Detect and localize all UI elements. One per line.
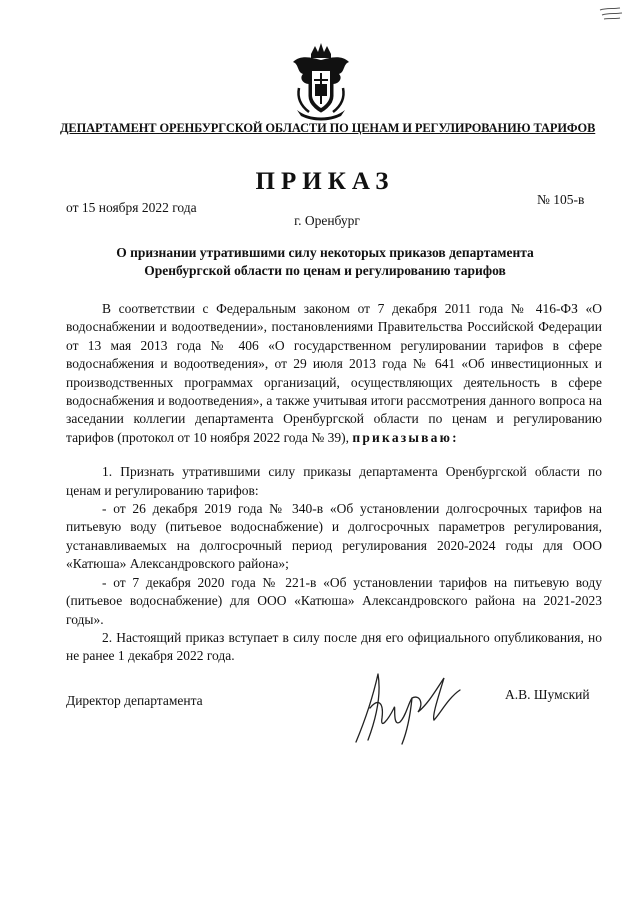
order-city: г. Оренбург xyxy=(294,213,360,228)
signer-name: А.В. Шумский xyxy=(505,687,590,702)
subject-line-1: О признании утратившими силу некоторых приказов департамента xyxy=(116,245,534,260)
order-number: № 105-в xyxy=(537,192,585,207)
department-name: ДЕПАРТАМЕНТ ОРЕНБУРГСКОЙ ОБЛАСТИ ПО ЦЕНАМ И РЕГУЛИРОВАНИЮ ТАРИФОВ xyxy=(60,121,596,135)
subject-line-2: Оренбургской области по ценам и регулированию тарифов xyxy=(144,263,506,278)
item-2: 2. Настоящий приказ вступает в силу после дня его официального опубликования, но не ранее 1 декабря 2022 года. xyxy=(66,629,602,664)
item-1a: - от 26 декабря 2019 года № 340-в «Об установлении долгосрочных тарифов на питьевую воду (питьевое водоснабжение) и долгосрочных параметров регулирования, устанавливаемых на долгосрочный период регулирования 2020-2024 годы для ООО «Катюша» Александровского района»; xyxy=(66,501,602,572)
preamble-text: В соответствии с Федеральным законом от 7 декабря 2011 года № 416-ФЗ «О водоснабжении и водоотведении», постановлениями Правительства Российской Федерации от 13 мая 2013 года № 406 «О государственном регулировании тарифов в сфере водоснабжения и водоотведения», от 29 июля 2013 года № 641 «Об инвестиционных и производственных программах организаций, осуществляющих деятельность в сфере водоснабжения и водоотведения», а также учитывая итоги рассмотрения данного вопроса на заседании коллегии департамента Оренбургской области по ценам и регулированию тарифов (протокол от 10 ноября 2022 года № 39), xyxy=(66,301,602,445)
signer-position: Директор департамента xyxy=(66,693,203,708)
order-date: от 15 ноября 2022 года xyxy=(66,200,197,215)
order-title: ПРИКАЗ xyxy=(255,168,395,195)
command-word: приказываю: xyxy=(352,429,459,445)
item-1: 1. Признать утратившими силу приказы департамента Оренбургской области по ценам и регулированию тарифов: xyxy=(66,464,602,498)
item-1b: - от 7 декабря 2020 года № 221-в «Об установлении тарифов на питьевую воду (питьевое водоснабжение) для ООО «Катюша» Александровского района на 2021-2023 годы». xyxy=(66,574,602,627)
handwritten-signature-icon xyxy=(348,668,468,746)
preamble-paragraph xyxy=(66,300,602,447)
order-body xyxy=(66,300,602,666)
order-subject xyxy=(100,244,550,280)
scribble-mark-icon xyxy=(598,6,624,22)
coat-of-arms-icon xyxy=(289,40,353,122)
